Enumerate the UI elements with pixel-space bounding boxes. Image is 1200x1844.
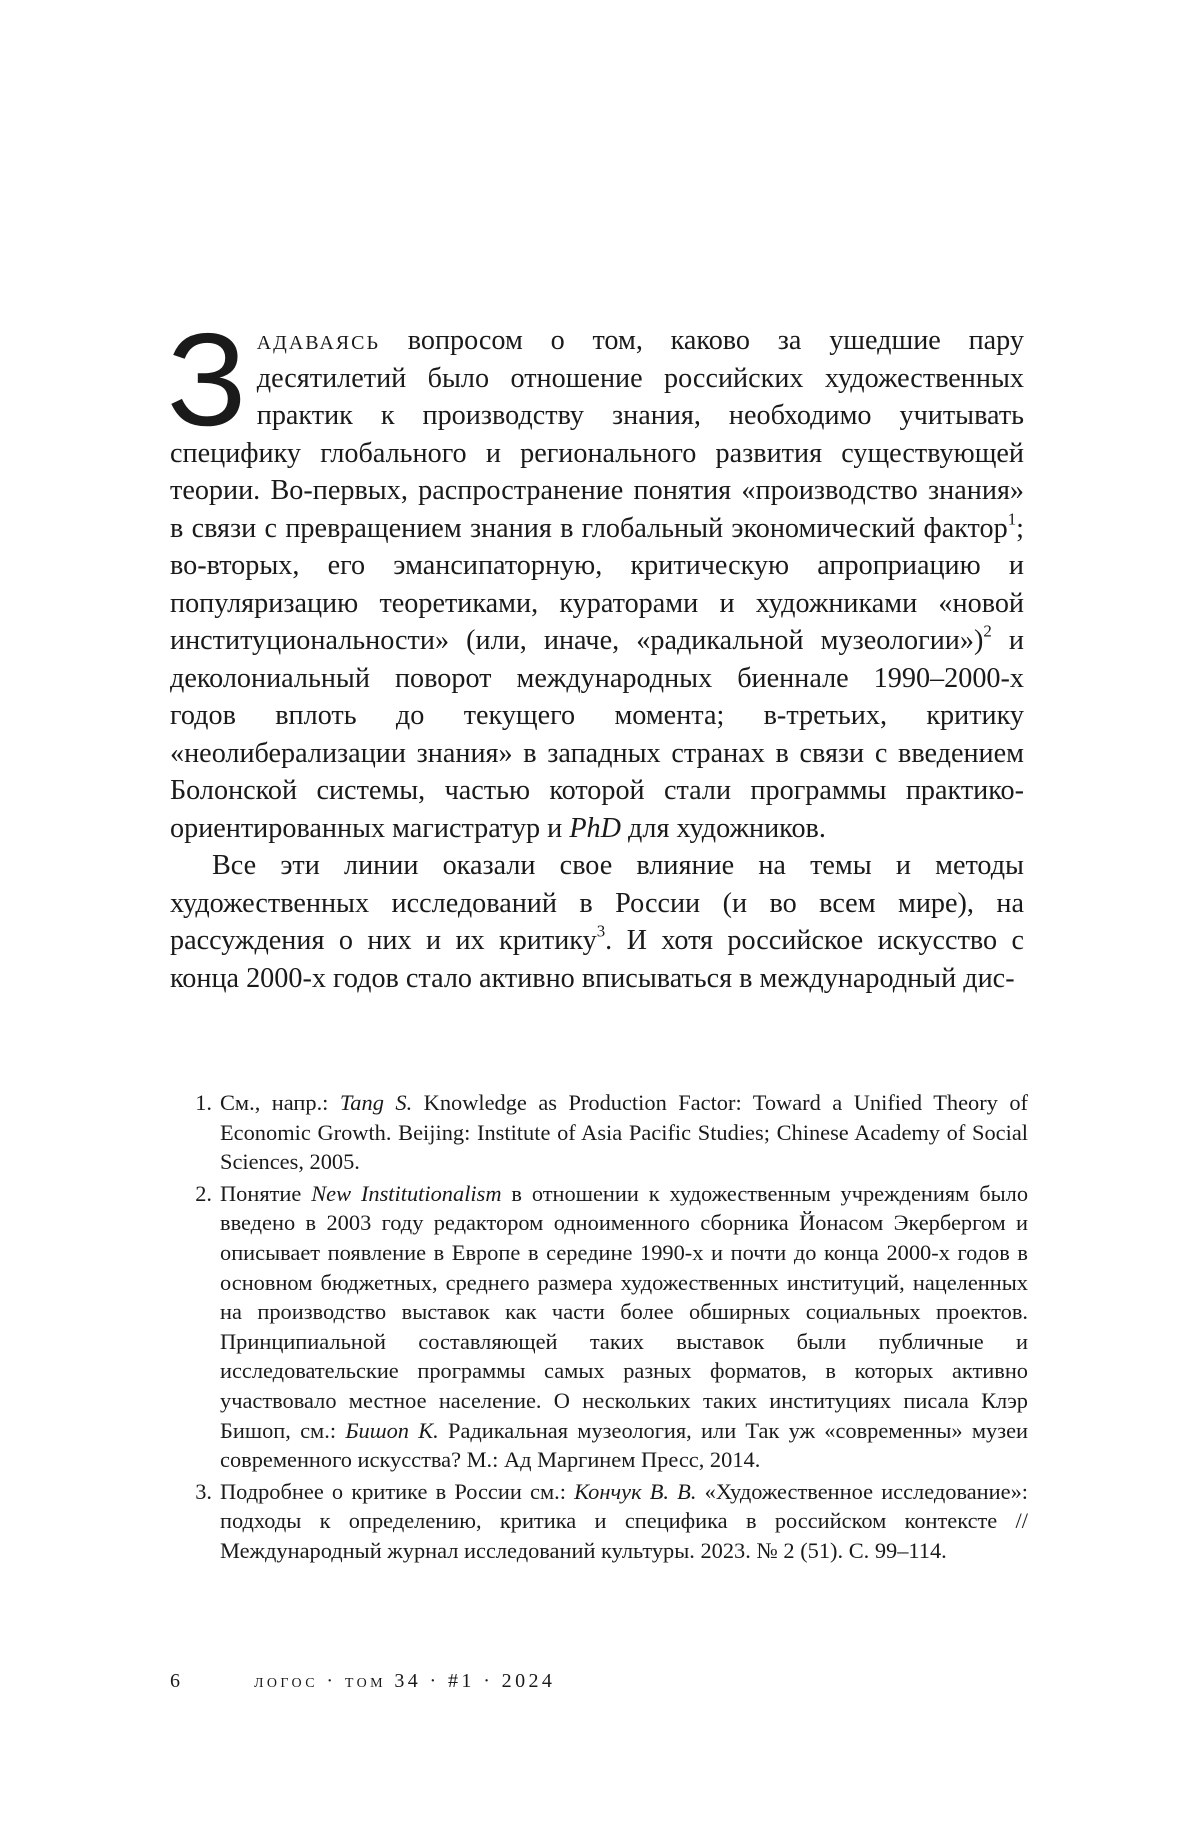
- footnote-text: Радикальная музеология, или Так уж «современны» музеи современного искусства? М.: Ад Маргинем Пресс, 2014.: [220, 1417, 1028, 1473]
- footnote-number: 2.: [195, 1180, 212, 1206]
- footnote-1: [195, 1088, 1029, 1177]
- footnote-author: Кончук В. В.: [574, 1478, 697, 1504]
- paragraph-1-text-d: для художников.: [621, 812, 826, 844]
- footnote-author: Бишоп К.: [345, 1417, 439, 1443]
- lead-word: адаваясь: [256, 325, 380, 356]
- page-number: 6: [170, 1670, 180, 1692]
- paragraph-1-text-a: вопросом о том, каково за ушедшие пару десятилетий было отношение российских художественных практик к производству знания, необходимо учитывать специфику глобального и регионального развития существующей теории. Во-первых, распространение понятия «производство знания» в связи с превращением знания в глобальный экономический фактор: [170, 325, 1024, 544]
- footnote-ref-1: 1: [1007, 508, 1017, 528]
- phd-term: PhD: [569, 812, 621, 844]
- footnote-ref-3: 3: [596, 921, 606, 941]
- footnote-3: [195, 1477, 1028, 1566]
- drop-cap: З: [167, 306, 247, 453]
- footnote-ref-2: 2: [983, 621, 992, 641]
- paragraph-2: [170, 847, 1024, 997]
- article-body: [167, 306, 1024, 997]
- footnote-number: 3.: [195, 1478, 212, 1504]
- journal-title: логос · том 34 · #1 · 2024: [254, 1670, 556, 1692]
- paragraph-2-text-a: Все эти линии оказали свое влияние на темы и методы художественных исследований в России (и во всем мире), на рассуждения о них и их критику: [170, 850, 1024, 956]
- footnote-author: Tang S.: [339, 1090, 413, 1115]
- footnote-text: в отношении к художественным учреждениям было введено в 2003 году редактором одноименного сборника Йонасом Экербергом и описывает появление в Европе в середине 1990-х и почти до конца 2000-х годов в основном бюджетных, среднего размера художественных институций, нацеленных на производство выставок как части более обширных социальных проектов. Принципиальной составляющей таких выставок были публичные и исследовательские программы самых разных форматов, в которых активно участвовало местное население. О нескольких таких институциях писала Клэр Бишоп, см.:: [220, 1180, 1029, 1443]
- footnote-text: Понятие: [220, 1180, 312, 1206]
- footnotes: [195, 1088, 1029, 1568]
- footnote-text: Knowledge as Production Factor: Toward a Unified Theory of Economic Growth. Beijing: Institute of Asia Pacific Studies; Chinese Academy of Social Sciences, 2005.: [220, 1090, 1029, 1175]
- footnote-text: «Художественное исследование»: подходы к определению, критика и специфика в российском контексте // Международный журнал исследований культуры. 2023. № 2 (51). С. 99–114.: [220, 1478, 1028, 1563]
- footnote-text: Подробнее о критике в России см.:: [220, 1478, 575, 1504]
- footnote-2: [195, 1179, 1029, 1475]
- paragraph-1-text-b: ; во-вторых, его эмансипаторную, критическую апроприацию и популяризацию теоретиками, кураторами и художниками «новой институциональности» (или, иначе, «радикальной музеологии»): [170, 512, 1024, 656]
- footnote-number: 1.: [195, 1090, 212, 1115]
- paragraph-2-text-b: . И хотя российское искусство с конца 2000-х годов стало активно вписываться в международный дис-: [170, 925, 1024, 994]
- footnote-term: New Institutionalism: [311, 1180, 502, 1206]
- paragraph-1: [167, 306, 1024, 847]
- paragraph-1-text-c: и деколониальный поворот международных биеннале 1990–2000-х годов вплоть до текущего момента; в-третьих, критику «неолиберализации знания» в западных странах в связи с введением Болонской системы, частью которой стали программы практико-ориентированных магистратур и: [170, 625, 1024, 844]
- footnote-text: См., напр.:: [220, 1090, 340, 1115]
